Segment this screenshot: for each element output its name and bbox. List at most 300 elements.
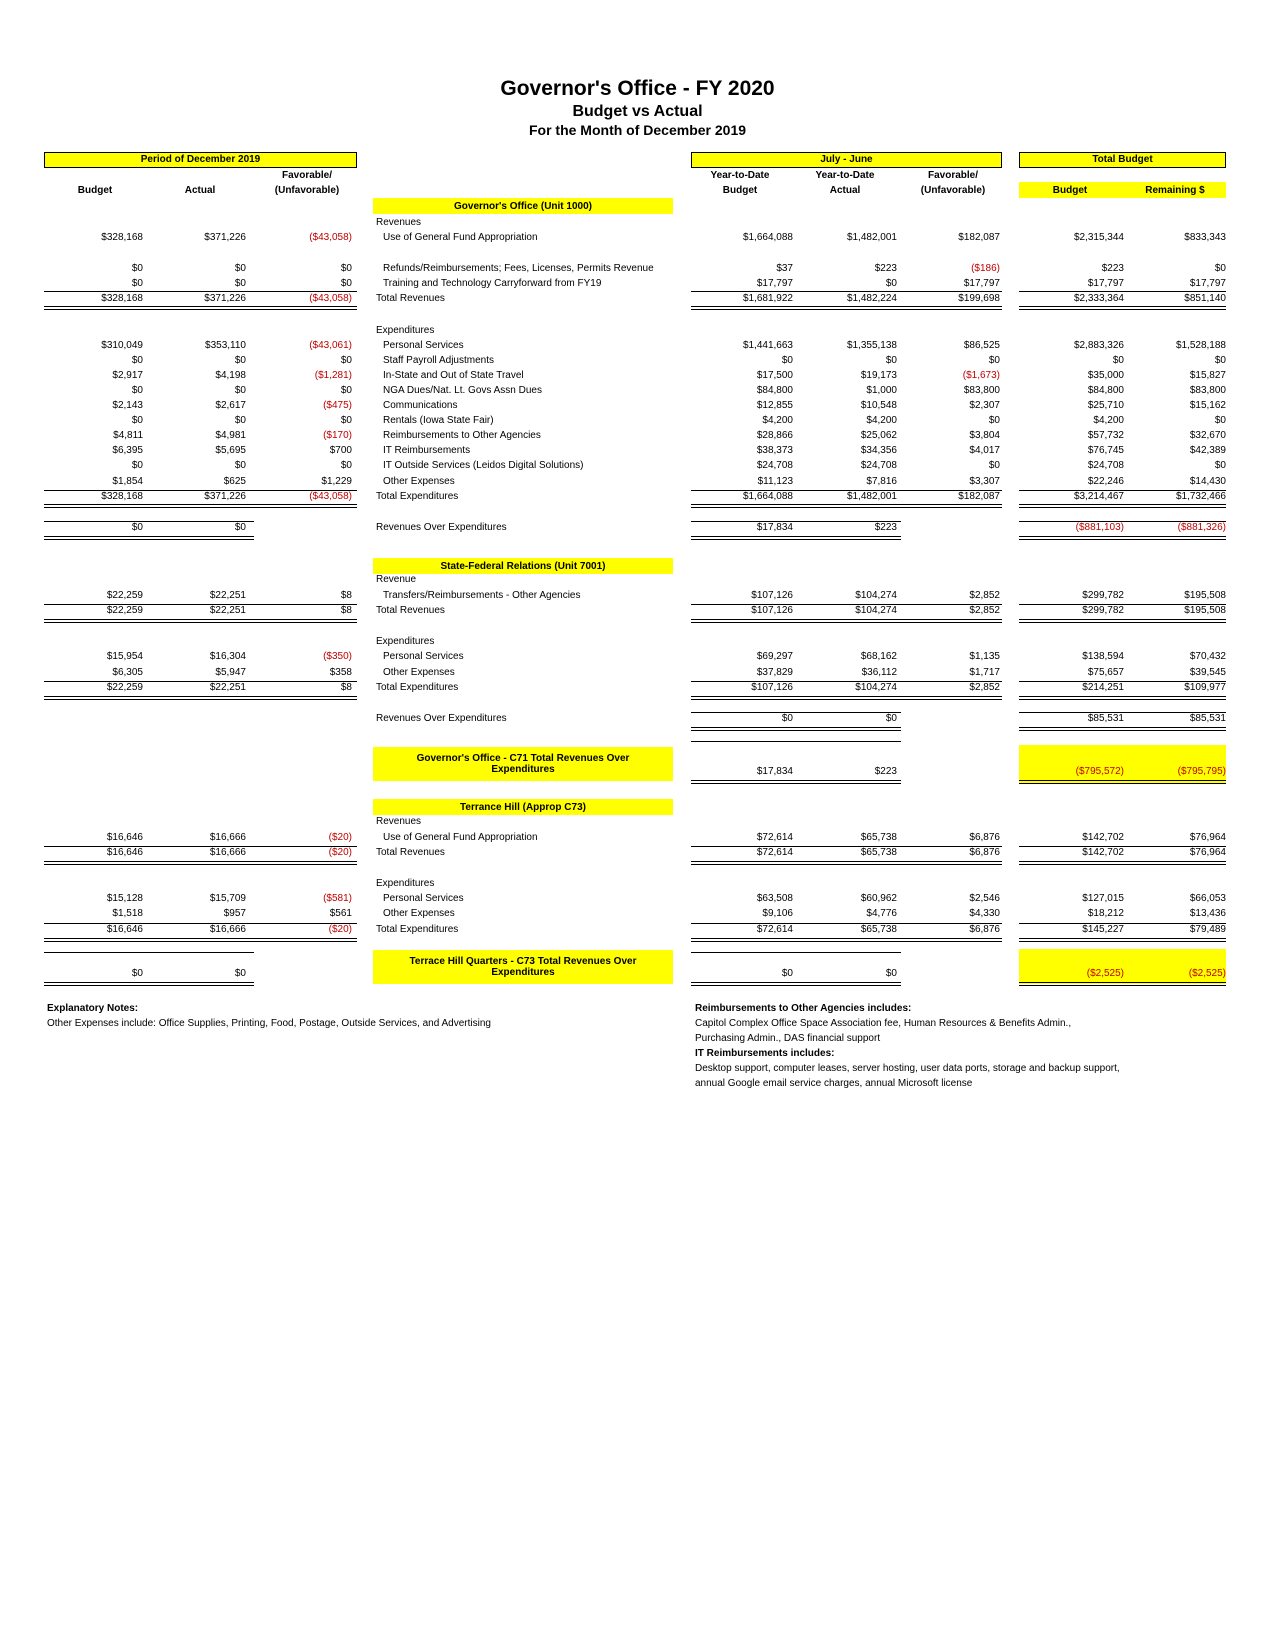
cell-value: $4,776 <box>866 908 897 919</box>
cell-value: $0 <box>131 385 143 396</box>
cell-value: $24,708 <box>860 460 897 471</box>
double-underline <box>44 861 357 865</box>
table-row <box>0 263 1275 277</box>
cell-value: $107,126 <box>751 605 793 616</box>
underline <box>691 291 1002 292</box>
cell-value: $72,614 <box>756 832 793 843</box>
cell-value: $15,709 <box>209 893 246 904</box>
cell-value: $4,017 <box>969 445 1000 456</box>
cell-value: $2,917 <box>112 370 143 381</box>
table-row <box>0 816 1275 830</box>
col-ytd-unfavorable: (Unfavorable) <box>920 185 986 196</box>
cell-value: ($795,572) <box>1075 766 1124 777</box>
notes-heading: Explanatory Notes: <box>47 1003 139 1014</box>
cell-value: $36,112 <box>861 667 897 678</box>
double-underline <box>1019 780 1226 784</box>
cell-value: $145,227 <box>1082 924 1124 935</box>
cell-value: $0 <box>988 415 1000 426</box>
cell-value: $15,128 <box>106 893 143 904</box>
double-underline <box>44 696 357 700</box>
cell-value: $0 <box>988 355 1000 366</box>
cell-value: $353,110 <box>205 340 246 351</box>
double-underline <box>691 504 1002 508</box>
table-row <box>0 924 1275 938</box>
underline <box>44 490 357 491</box>
row-label: Revenues Over Expenditures <box>376 713 507 724</box>
cell-value: $0 <box>234 522 246 533</box>
table-row <box>0 667 1275 681</box>
cell-value: $19,173 <box>860 370 897 381</box>
row-label: Personal Services <box>383 340 464 351</box>
cell-value: $223 <box>874 766 897 777</box>
cell-value: $2,852 <box>969 590 1000 601</box>
table-row <box>0 217 1275 231</box>
table-row <box>0 878 1275 892</box>
cell-value: $39,545 <box>1189 667 1226 678</box>
cell-value: $700 <box>329 445 352 456</box>
cell-value: $38,373 <box>756 445 793 456</box>
cell-value: $5,695 <box>215 445 246 456</box>
cell-value: $83,800 <box>1189 385 1226 396</box>
table-row <box>0 430 1275 444</box>
cell-value: $15,162 <box>1189 400 1226 411</box>
cell-value: $0 <box>234 385 246 396</box>
cell-value: $199,698 <box>958 293 1000 304</box>
cell-value: $1,000 <box>866 385 897 396</box>
report-period: For the Month of December 2019 <box>528 122 747 138</box>
cell-value: $299,782 <box>1082 590 1124 601</box>
cell-value: $0 <box>131 968 143 979</box>
cell-value: $0 <box>885 968 897 979</box>
cell-value: $0 <box>234 415 246 426</box>
cell-value: $75,657 <box>1087 667 1124 678</box>
cell-value: $22,251 <box>209 682 246 693</box>
underline <box>1019 521 1226 522</box>
cell-value: $371,226 <box>204 491 246 502</box>
section-c71-line1: Governor's Office - C71 Total Revenues Over <box>416 753 630 764</box>
cell-value: $17,797 <box>1087 278 1124 289</box>
cell-value: $66,053 <box>1189 893 1226 904</box>
cell-value: $957 <box>223 908 246 919</box>
cell-value: $76,745 <box>1087 445 1124 456</box>
cell-value: $0 <box>1214 355 1226 366</box>
cell-value: $22,246 <box>1087 476 1124 487</box>
cell-value: $109,977 <box>1184 682 1226 693</box>
underline <box>44 604 357 605</box>
cell-value: $1,482,001 <box>846 491 897 502</box>
cell-value: $142,702 <box>1082 832 1124 843</box>
double-underline <box>44 619 357 623</box>
row-label: Total Revenues <box>376 847 445 858</box>
cell-value: $1,482,224 <box>846 293 897 304</box>
double-underline <box>1019 306 1226 310</box>
cell-value: $1,664,088 <box>742 232 793 243</box>
cell-value: $17,797 <box>963 278 1000 289</box>
cell-value: $22,259 <box>106 605 143 616</box>
it-heading: IT Reimbursements includes: <box>695 1048 835 1059</box>
cell-value: $6,876 <box>969 847 1000 858</box>
cell-value: $1,135 <box>969 651 1000 662</box>
cell-value: $0 <box>131 355 143 366</box>
cell-value: $85,531 <box>1189 713 1226 724</box>
double-underline <box>44 536 254 540</box>
cell-value: $16,646 <box>106 832 143 843</box>
reimb-heading: Reimbursements to Other Agencies includes: <box>695 1003 912 1014</box>
underline <box>691 923 1002 924</box>
cell-value: $24,708 <box>756 460 793 471</box>
row-label: Refunds/Reimbursements; Fees, Licenses, Permits Revenue <box>383 263 654 274</box>
table-row <box>0 968 1275 982</box>
cell-value: ($186) <box>971 263 1000 274</box>
cell-value: ($881,103) <box>1075 522 1124 533</box>
cell-value: $625 <box>223 476 246 487</box>
table-row <box>0 400 1275 414</box>
row-label: Use of General Fund Appropriation <box>383 832 538 843</box>
cell-value: $310,049 <box>101 340 143 351</box>
cell-value: $32,670 <box>1189 430 1226 441</box>
double-underline <box>44 982 254 986</box>
notes-line: Other Expenses include: Office Supplies, Printing, Food, Postage, Outside Services, and Advertising <box>47 1018 491 1029</box>
table-row <box>0 325 1275 339</box>
reimb-line-2: Purchasing Admin., DAS financial support <box>695 1033 881 1044</box>
cell-value: $7,816 <box>866 476 897 487</box>
underline <box>1019 846 1226 847</box>
cell-value: $0 <box>131 415 143 426</box>
cell-value: $84,800 <box>756 385 793 396</box>
cell-value: $14,430 <box>1189 476 1226 487</box>
section-unit-7001: State-Federal Relations (Unit 7001) <box>373 558 673 574</box>
double-underline <box>691 982 901 986</box>
row-label: Total Expenditures <box>376 682 459 693</box>
table-row <box>0 355 1275 369</box>
table-row <box>0 522 1275 536</box>
cell-value: $371,226 <box>204 232 246 243</box>
cell-value: $0 <box>131 263 143 274</box>
col-tb-budget: Budget <box>1052 185 1088 196</box>
cell-value: $11,123 <box>757 476 793 487</box>
cell-value: $25,710 <box>1087 400 1124 411</box>
row-label: Rentals (Iowa State Fair) <box>383 415 494 426</box>
cell-value: $182,087 <box>958 491 1000 502</box>
group-header-ytd: July - June <box>691 152 1002 168</box>
cell-value: $86,525 <box>963 340 1000 351</box>
col-favorable: Favorable/ <box>281 170 333 181</box>
row-label: Revenue <box>376 574 417 585</box>
cell-value: ($581) <box>323 893 352 904</box>
cell-value: $0 <box>885 713 897 724</box>
cell-value: $34,356 <box>860 445 897 456</box>
col-ytd-2: Year-to-Date <box>815 170 875 181</box>
cell-value: $328,168 <box>101 232 143 243</box>
cell-value: $1,482,001 <box>846 232 897 243</box>
cell-value: $104,274 <box>855 682 897 693</box>
cell-value: $2,546 <box>969 893 1000 904</box>
cell-value: $142,702 <box>1082 847 1124 858</box>
cell-value: $16,666 <box>209 847 246 858</box>
cell-value: $13,436 <box>1189 908 1226 919</box>
cell-value: $1,732,466 <box>1175 491 1226 502</box>
col-actual: Actual <box>184 185 216 196</box>
underline <box>691 741 901 742</box>
cell-value: $1,528,188 <box>1175 340 1226 351</box>
cell-value: $1,717 <box>969 667 1000 678</box>
underline <box>1019 681 1226 682</box>
cell-value: ($1,673) <box>962 370 1000 381</box>
cell-value: $851,140 <box>1184 293 1226 304</box>
row-label: Use of General Fund Appropriation <box>383 232 538 243</box>
section-c71-line2: Expenditures <box>491 764 555 775</box>
cell-value: $17,834 <box>756 522 793 533</box>
cell-value: $1,681,922 <box>742 293 793 304</box>
cell-value: $37 <box>776 263 793 274</box>
table-row <box>0 445 1275 459</box>
double-underline <box>1019 504 1226 508</box>
group-header-total: Total Budget <box>1019 152 1226 168</box>
row-label: Total Expenditures <box>376 491 459 502</box>
table-row <box>0 385 1275 399</box>
cell-value: $37,829 <box>756 667 793 678</box>
cell-value: $0 <box>340 415 352 426</box>
cell-value: $0 <box>781 713 793 724</box>
cell-value: $0 <box>340 355 352 366</box>
cell-value: $0 <box>340 460 352 471</box>
cell-value: ($43,058) <box>309 232 352 243</box>
cell-value: $16,646 <box>106 924 143 935</box>
cell-value: $42,389 <box>1189 445 1226 456</box>
table-row <box>0 293 1275 307</box>
cell-value: $63,508 <box>756 893 793 904</box>
cell-value: $6,876 <box>969 924 1000 935</box>
underline <box>1019 291 1226 292</box>
row-label: Expenditures <box>376 636 435 647</box>
double-underline <box>44 504 357 508</box>
cell-value: $1,664,088 <box>742 491 793 502</box>
table-row <box>0 847 1275 861</box>
cell-value: $4,200 <box>866 415 897 426</box>
cell-value: $1,229 <box>321 476 352 487</box>
row-label: Reimbursements to Other Agencies <box>383 430 541 441</box>
row-label: Training and Technology Carryforward from FY19 <box>383 278 602 289</box>
cell-value: $16,666 <box>209 924 246 935</box>
cell-value: $18,212 <box>1087 908 1124 919</box>
table-row <box>0 278 1275 292</box>
cell-value: ($795,795) <box>1177 766 1226 777</box>
cell-value: $2,143 <box>112 400 143 411</box>
cell-value: $22,259 <box>106 682 143 693</box>
cell-value: $6,876 <box>969 832 1000 843</box>
cell-value: $2,315,344 <box>1073 232 1124 243</box>
cell-value: ($20) <box>328 924 352 935</box>
table-row <box>0 491 1275 505</box>
cell-value: $107,126 <box>751 682 793 693</box>
cell-value: $358 <box>329 667 352 678</box>
double-underline <box>691 696 1002 700</box>
reimbursement-notes <box>695 1001 1120 1091</box>
cell-value: $60,962 <box>860 893 897 904</box>
double-underline <box>691 536 901 540</box>
cell-value: $107,126 <box>751 590 793 601</box>
table-row <box>0 460 1275 474</box>
cell-value: $25,062 <box>860 430 897 441</box>
explanatory-notes <box>47 1001 491 1031</box>
cell-value: $2,852 <box>969 605 1000 616</box>
cell-value: $0 <box>234 460 246 471</box>
cell-value: $17,797 <box>756 278 793 289</box>
cell-value: $0 <box>1112 355 1124 366</box>
row-label: IT Reimbursements <box>383 445 471 456</box>
cell-value: $57,732 <box>1087 430 1124 441</box>
cell-value: ($170) <box>323 430 352 441</box>
cell-value: $104,274 <box>855 605 897 616</box>
cell-value: $223 <box>874 263 897 274</box>
table-row <box>0 893 1275 907</box>
col-budget: Budget <box>77 185 113 196</box>
row-label: Transfers/Reimbursements - Other Agencies <box>383 590 581 601</box>
double-underline <box>1019 938 1226 942</box>
cell-value: $195,508 <box>1184 605 1226 616</box>
double-underline <box>691 861 1002 865</box>
report-subtitle: Budget vs Actual <box>572 103 703 120</box>
cell-value: $195,508 <box>1184 590 1226 601</box>
cell-value: $69,297 <box>756 651 793 662</box>
row-label: Other Expenses <box>383 908 455 919</box>
cell-value: $127,015 <box>1082 893 1124 904</box>
cell-value: $2,883,326 <box>1073 340 1124 351</box>
table-row <box>0 590 1275 604</box>
cell-value: $8 <box>340 682 352 693</box>
row-label: Revenues <box>376 217 422 228</box>
row-label: Revenues Over Expenditures <box>376 522 507 533</box>
cell-value: $214,251 <box>1082 682 1124 693</box>
table-row <box>0 713 1275 727</box>
cell-value: ($20) <box>328 832 352 843</box>
cell-value: ($43,058) <box>309 491 352 502</box>
underline <box>44 291 357 292</box>
cell-value: $0 <box>988 460 1000 471</box>
underline <box>1019 604 1226 605</box>
cell-value: $5,947 <box>215 667 246 678</box>
row-label: Total Revenues <box>376 605 445 616</box>
table-row <box>0 232 1275 246</box>
cell-value: $83,800 <box>963 385 1000 396</box>
it-line-2: annual Google email service charges, annual Microsoft license <box>695 1078 973 1089</box>
cell-value: $4,330 <box>969 908 1000 919</box>
row-label: Personal Services <box>383 893 464 904</box>
cell-value: $28,866 <box>756 430 793 441</box>
cell-value: $0 <box>131 278 143 289</box>
cell-value: $0 <box>1214 460 1226 471</box>
cell-value: $8 <box>340 605 352 616</box>
cell-value: $17,797 <box>1189 278 1226 289</box>
row-label: Other Expenses <box>383 667 455 678</box>
table-row <box>0 832 1275 846</box>
cell-value: $4,200 <box>1093 415 1124 426</box>
cell-value: $0 <box>340 263 352 274</box>
double-underline <box>44 306 357 310</box>
cell-value: $70,432 <box>1189 651 1226 662</box>
cell-value: $0 <box>340 278 352 289</box>
cell-value: $3,214,467 <box>1073 491 1124 502</box>
cell-value: $0 <box>781 968 793 979</box>
cell-value: $1,854 <box>112 476 143 487</box>
cell-value: $4,198 <box>215 370 246 381</box>
table-row <box>0 574 1275 588</box>
cell-value: $299,782 <box>1082 605 1124 616</box>
row-label: In-State and Out of State Travel <box>383 370 524 381</box>
cell-value: ($475) <box>323 400 352 411</box>
cell-value: $16,666 <box>209 832 246 843</box>
cell-value: $22,251 <box>209 590 246 601</box>
cell-value: $72,614 <box>756 924 793 935</box>
cell-value: $0 <box>340 385 352 396</box>
cell-value: $17,834 <box>756 766 793 777</box>
underline <box>44 846 357 847</box>
double-underline <box>1019 727 1226 731</box>
underline <box>1019 923 1226 924</box>
double-underline <box>691 938 1002 942</box>
table-row <box>0 766 1275 780</box>
table-row <box>0 651 1275 665</box>
cell-value: $2,852 <box>969 682 1000 693</box>
col-ytd-favorable: Favorable/ <box>927 170 979 181</box>
cell-value: $72,614 <box>756 847 793 858</box>
underline <box>1019 712 1226 713</box>
cell-value: $22,259 <box>106 590 143 601</box>
cell-value: $16,304 <box>209 651 246 662</box>
cell-value: $0 <box>131 522 143 533</box>
cell-value: ($1,281) <box>314 370 352 381</box>
cell-value: $223 <box>874 522 897 533</box>
underline <box>44 952 254 953</box>
row-label: IT Outside Services (Leidos Digital Solutions) <box>383 460 584 471</box>
cell-value: $2,307 <box>969 400 1000 411</box>
cell-value: $1,518 <box>112 908 143 919</box>
cell-value: $328,168 <box>101 293 143 304</box>
reimb-line-1: Capitol Complex Office Space Association fee, Human Resources & Benefits Admin., <box>695 1018 1072 1029</box>
col-tb-remaining: Remaining $ <box>1145 185 1205 196</box>
cell-value: $2,617 <box>215 400 246 411</box>
cell-value: $328,168 <box>101 491 143 502</box>
double-underline <box>691 619 1002 623</box>
underline <box>44 923 357 924</box>
cell-value: $84,800 <box>1087 385 1124 396</box>
underline <box>691 952 901 953</box>
cell-value: $0 <box>131 460 143 471</box>
row-label: Personal Services <box>383 651 464 662</box>
table-row <box>0 476 1275 490</box>
row-label: Communications <box>383 400 458 411</box>
double-underline <box>691 727 901 731</box>
double-underline <box>1019 696 1226 700</box>
cell-value: $0 <box>234 968 246 979</box>
table-row <box>0 636 1275 650</box>
cell-value: ($43,058) <box>309 293 352 304</box>
cell-value: $1,441,663 <box>742 340 793 351</box>
row-label: Revenues <box>376 816 422 827</box>
cell-value: $0 <box>234 278 246 289</box>
underline <box>691 604 1002 605</box>
cell-value: $3,307 <box>969 476 1000 487</box>
section-c73q-line1: Terrace Hill Quarters - C73 Total Revenues Over <box>409 956 637 967</box>
cell-value: $15,954 <box>106 651 143 662</box>
cell-value: $6,395 <box>112 445 143 456</box>
underline <box>44 521 254 522</box>
table-row <box>0 415 1275 429</box>
cell-value: $0 <box>234 355 246 366</box>
underline <box>691 846 1002 847</box>
row-label: Expenditures <box>376 325 435 336</box>
col-ytd-actual: Actual <box>829 185 861 196</box>
